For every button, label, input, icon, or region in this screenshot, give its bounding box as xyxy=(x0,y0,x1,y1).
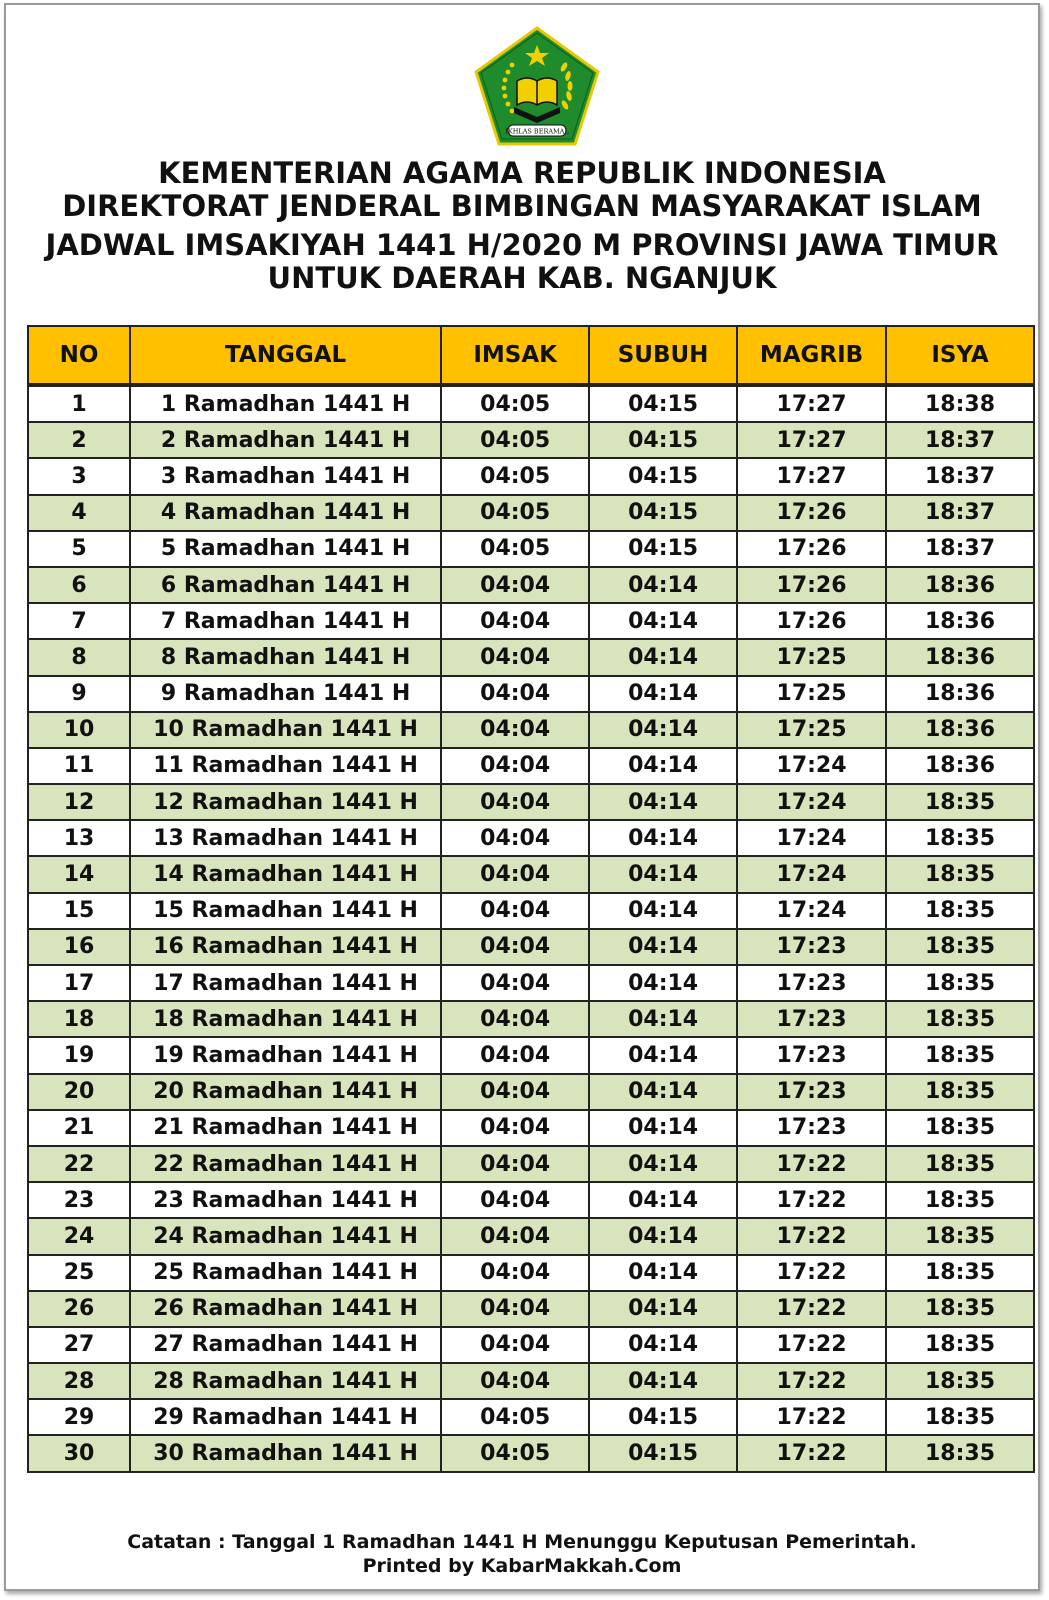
table-cell: 18:35 xyxy=(886,1182,1034,1218)
table-cell: 04:05 xyxy=(441,531,589,567)
table-cell: 29 xyxy=(28,1399,130,1435)
table-cell: 04:15 xyxy=(589,458,737,494)
table-cell: 27 xyxy=(28,1327,130,1363)
table-cell: 04:04 xyxy=(441,1110,589,1146)
table-cell: 04:14 xyxy=(589,1255,737,1291)
table-cell: 18:35 xyxy=(886,1001,1034,1037)
table-cell: 7 Ramadhan 1441 H xyxy=(130,603,441,639)
table-cell: 04:14 xyxy=(589,567,737,603)
table-cell: 04:04 xyxy=(441,965,589,1001)
document-page xyxy=(4,3,1040,1591)
table-cell: 17 Ramadhan 1441 H xyxy=(130,965,441,1001)
table-cell: 04:14 xyxy=(589,1363,737,1399)
table-cell: 04:04 xyxy=(441,676,589,712)
region-title: UNTUK DAERAH KAB. NGANJUK xyxy=(267,261,777,295)
table-cell: 04:14 xyxy=(589,893,737,929)
table-row xyxy=(28,965,1034,1001)
table-cell: 18:36 xyxy=(886,748,1034,784)
document-header xyxy=(6,157,1038,295)
table-cell: 10 xyxy=(28,712,130,748)
table-cell: 04:04 xyxy=(441,893,589,929)
table-cell: 04:14 xyxy=(589,1074,737,1110)
schedule-title: JADWAL IMSAKIYAH 1441 H/2020 M PROVINSI JAWA TIMUR xyxy=(45,228,999,262)
table-cell: 8 xyxy=(28,639,130,675)
table-cell: 17:24 xyxy=(737,893,886,929)
table-cell: 04:04 xyxy=(441,820,589,856)
table-cell: 18:37 xyxy=(886,422,1034,458)
table-cell: 18:35 xyxy=(886,1255,1034,1291)
footer-note: Catatan : Tanggal 1 Ramadhan 1441 H Menunggu Keputusan Pemerintah. xyxy=(127,1531,917,1553)
table-cell: 18:35 xyxy=(886,784,1034,820)
table-row xyxy=(28,1110,1034,1146)
table-cell: 18:37 xyxy=(886,531,1034,567)
table-cell: 18:35 xyxy=(886,1218,1034,1254)
table-row xyxy=(28,1327,1034,1363)
table-row xyxy=(28,676,1034,712)
table-cell: 17 xyxy=(28,965,130,1001)
table-cell: 04:15 xyxy=(589,531,737,567)
table-cell: 3 xyxy=(28,458,130,494)
table-cell: 04:05 xyxy=(441,385,589,422)
table-cell: 04:14 xyxy=(589,929,737,965)
table-row xyxy=(28,784,1034,820)
table-cell: 04:14 xyxy=(589,1110,737,1146)
table-cell: 16 xyxy=(28,929,130,965)
table-row xyxy=(28,712,1034,748)
table-cell: 15 xyxy=(28,893,130,929)
column-header: MAGRIB xyxy=(737,326,886,385)
table-cell: 19 xyxy=(28,1037,130,1073)
table-row xyxy=(28,1074,1034,1110)
table-cell: 3 Ramadhan 1441 H xyxy=(130,458,441,494)
table-cell: 6 xyxy=(28,567,130,603)
table-cell: 24 xyxy=(28,1218,130,1254)
table-cell: 27 Ramadhan 1441 H xyxy=(130,1327,441,1363)
column-header: TANGGAL xyxy=(130,326,441,385)
table-cell: 04:14 xyxy=(589,1291,737,1327)
table-cell: 18 Ramadhan 1441 H xyxy=(130,1001,441,1037)
table-cell: 14 Ramadhan 1441 H xyxy=(130,856,441,892)
table-cell: 18:35 xyxy=(886,1037,1034,1073)
table-cell: 17:23 xyxy=(737,1001,886,1037)
table-cell: 2 xyxy=(28,422,130,458)
table-row xyxy=(28,639,1034,675)
imsakiyah-table xyxy=(27,325,1035,1473)
table-cell: 04:14 xyxy=(589,603,737,639)
kemenag-logo-icon xyxy=(472,25,602,147)
table-cell: 04:14 xyxy=(589,639,737,675)
table-cell: 23 xyxy=(28,1182,130,1218)
table-cell: 04:05 xyxy=(441,1399,589,1435)
table-cell: 04:04 xyxy=(441,1037,589,1073)
table-cell: 20 Ramadhan 1441 H xyxy=(130,1074,441,1110)
table-cell: 18:37 xyxy=(886,458,1034,494)
table-cell: 9 Ramadhan 1441 H xyxy=(130,676,441,712)
table-cell: 20 xyxy=(28,1074,130,1110)
table-cell: 19 Ramadhan 1441 H xyxy=(130,1037,441,1073)
table-cell: 17:24 xyxy=(737,748,886,784)
table-cell: 04:15 xyxy=(589,1399,737,1435)
table-cell: 04:15 xyxy=(589,1435,737,1471)
table-cell: 18:36 xyxy=(886,676,1034,712)
table-cell: 4 xyxy=(28,495,130,531)
table-row xyxy=(28,531,1034,567)
table-cell: 4 Ramadhan 1441 H xyxy=(130,495,441,531)
table-cell: 04:14 xyxy=(589,748,737,784)
table-cell: 18:35 xyxy=(886,1110,1034,1146)
table-cell: 21 Ramadhan 1441 H xyxy=(130,1110,441,1146)
table-cell: 17:26 xyxy=(737,603,886,639)
table-cell: 17:22 xyxy=(737,1363,886,1399)
table-cell: 6 Ramadhan 1441 H xyxy=(130,567,441,603)
table-row xyxy=(28,1399,1034,1435)
table-cell: 11 Ramadhan 1441 H xyxy=(130,748,441,784)
table-body xyxy=(28,385,1034,1472)
table-cell: 1 xyxy=(28,385,130,422)
column-header: SUBUH xyxy=(589,326,737,385)
footer-notes xyxy=(6,1530,1038,1578)
table-cell: 14 xyxy=(28,856,130,892)
table-cell: 18:35 xyxy=(886,1327,1034,1363)
table-cell: 04:04 xyxy=(441,929,589,965)
directorate-title: DIREKTORAT JENDERAL BIMBINGAN MASYARAKAT ISLAM xyxy=(62,189,982,223)
table-cell: 17:25 xyxy=(737,676,886,712)
table-cell: 17:22 xyxy=(737,1218,886,1254)
table-cell: 04:04 xyxy=(441,856,589,892)
table-cell: 04:04 xyxy=(441,603,589,639)
column-header: ISYA xyxy=(886,326,1034,385)
table-cell: 17:22 xyxy=(737,1182,886,1218)
table-cell: 17:23 xyxy=(737,1074,886,1110)
table-cell: 29 Ramadhan 1441 H xyxy=(130,1399,441,1435)
table-cell: 17:25 xyxy=(737,712,886,748)
table-cell: 04:05 xyxy=(441,422,589,458)
table-cell: 15 Ramadhan 1441 H xyxy=(130,893,441,929)
table-row xyxy=(28,1363,1034,1399)
table-cell: 04:14 xyxy=(589,1001,737,1037)
table-cell: 17:23 xyxy=(737,929,886,965)
table-cell: 18:37 xyxy=(886,495,1034,531)
table-row xyxy=(28,1001,1034,1037)
table-cell: 18:36 xyxy=(886,712,1034,748)
table-row xyxy=(28,748,1034,784)
table-cell: 04:04 xyxy=(441,1291,589,1327)
table-cell: 17:26 xyxy=(737,567,886,603)
table-cell: 13 Ramadhan 1441 H xyxy=(130,820,441,856)
table-cell: 18:35 xyxy=(886,1074,1034,1110)
table-cell: 21 xyxy=(28,1110,130,1146)
table-row xyxy=(28,893,1034,929)
table-cell: 18:35 xyxy=(886,965,1034,1001)
table-cell: 04:14 xyxy=(589,676,737,712)
table-cell: 16 Ramadhan 1441 H xyxy=(130,929,441,965)
table-cell: 25 xyxy=(28,1255,130,1291)
table-row xyxy=(28,856,1034,892)
table-cell: 17:27 xyxy=(737,422,886,458)
table-cell: 1 Ramadhan 1441 H xyxy=(130,385,441,422)
table-cell: 17:27 xyxy=(737,385,886,422)
table-cell: 18:36 xyxy=(886,567,1034,603)
table-cell: 17:24 xyxy=(737,784,886,820)
table-cell: 04:14 xyxy=(589,965,737,1001)
table-cell: 17:22 xyxy=(737,1327,886,1363)
table-cell: 18 xyxy=(28,1001,130,1037)
table-row xyxy=(28,458,1034,494)
column-header: IMSAK xyxy=(441,326,589,385)
table-cell: 17:22 xyxy=(737,1399,886,1435)
table-cell: 17:22 xyxy=(737,1146,886,1182)
table-cell: 04:14 xyxy=(589,1037,737,1073)
table-cell: 04:04 xyxy=(441,748,589,784)
table-cell: 28 xyxy=(28,1363,130,1399)
table-cell: 11 xyxy=(28,748,130,784)
table-row xyxy=(28,603,1034,639)
table-cell: 04:04 xyxy=(441,1182,589,1218)
table-cell: 22 Ramadhan 1441 H xyxy=(130,1146,441,1182)
table-cell: 30 Ramadhan 1441 H xyxy=(130,1435,441,1471)
table-row xyxy=(28,1291,1034,1327)
table-cell: 04:04 xyxy=(441,784,589,820)
table-row xyxy=(28,929,1034,965)
table-cell: 17:22 xyxy=(737,1255,886,1291)
table-cell: 17:23 xyxy=(737,965,886,1001)
table-row xyxy=(28,1182,1034,1218)
table-cell: 17:26 xyxy=(737,495,886,531)
table-cell: 17:27 xyxy=(737,458,886,494)
table-cell: 04:14 xyxy=(589,820,737,856)
table-row xyxy=(28,385,1034,422)
table-cell: 04:14 xyxy=(589,712,737,748)
table-cell: 04:04 xyxy=(441,1363,589,1399)
table-cell: 17:24 xyxy=(737,856,886,892)
table-cell: 04:14 xyxy=(589,1327,737,1363)
table-cell: 17:22 xyxy=(737,1291,886,1327)
table-cell: 04:04 xyxy=(441,639,589,675)
table-cell: 18:35 xyxy=(886,1399,1034,1435)
table-cell: 18:35 xyxy=(886,820,1034,856)
table-cell: 04:04 xyxy=(441,567,589,603)
table-cell: 04:04 xyxy=(441,1146,589,1182)
column-header: NO xyxy=(28,326,130,385)
ministry-title: KEMENTERIAN AGAMA REPUBLIK INDONESIA xyxy=(158,156,886,190)
table-row xyxy=(28,495,1034,531)
table-cell: 18:36 xyxy=(886,639,1034,675)
table-cell: 04:15 xyxy=(589,385,737,422)
table-cell: 17:25 xyxy=(737,639,886,675)
table-cell: 04:14 xyxy=(589,784,737,820)
table-cell: 5 xyxy=(28,531,130,567)
table-cell: 17:22 xyxy=(737,1435,886,1471)
table-cell: 13 xyxy=(28,820,130,856)
table-cell: 04:14 xyxy=(589,1182,737,1218)
table-cell: 04:14 xyxy=(589,856,737,892)
table-cell: 7 xyxy=(28,603,130,639)
table-cell: 22 xyxy=(28,1146,130,1182)
table-row xyxy=(28,1037,1034,1073)
table-cell: 18:38 xyxy=(886,385,1034,422)
table-cell: 04:04 xyxy=(441,1074,589,1110)
table-cell: 26 xyxy=(28,1291,130,1327)
table-cell: 30 xyxy=(28,1435,130,1471)
table-cell: 18:35 xyxy=(886,856,1034,892)
table-cell: 12 Ramadhan 1441 H xyxy=(130,784,441,820)
table-row xyxy=(28,1435,1034,1471)
table-cell: 04:14 xyxy=(589,1218,737,1254)
table-cell: 18:35 xyxy=(886,893,1034,929)
table-cell: 18:35 xyxy=(886,1291,1034,1327)
table-cell: 12 xyxy=(28,784,130,820)
table-cell: 26 Ramadhan 1441 H xyxy=(130,1291,441,1327)
table-cell: 2 Ramadhan 1441 H xyxy=(130,422,441,458)
table-header-row xyxy=(28,326,1034,385)
table-row xyxy=(28,1218,1034,1254)
table-cell: 10 Ramadhan 1441 H xyxy=(130,712,441,748)
table-cell: 17:24 xyxy=(737,820,886,856)
table-cell: 04:05 xyxy=(441,495,589,531)
table-cell: 18:35 xyxy=(886,1363,1034,1399)
table-cell: 24 Ramadhan 1441 H xyxy=(130,1218,441,1254)
table-cell: 04:15 xyxy=(589,495,737,531)
table-cell: 04:05 xyxy=(441,1435,589,1471)
table-cell: 25 Ramadhan 1441 H xyxy=(130,1255,441,1291)
table-cell: 18:35 xyxy=(886,1146,1034,1182)
table-cell: 28 Ramadhan 1441 H xyxy=(130,1363,441,1399)
table-cell: 04:04 xyxy=(441,712,589,748)
table-cell: 04:04 xyxy=(441,1327,589,1363)
printed-by: Printed by KabarMakkah.Com xyxy=(362,1555,682,1577)
table-cell: 04:05 xyxy=(441,458,589,494)
table-cell: 04:04 xyxy=(441,1001,589,1037)
table-cell: 04:04 xyxy=(441,1255,589,1291)
table-cell: 18:36 xyxy=(886,603,1034,639)
table-cell: 23 Ramadhan 1441 H xyxy=(130,1182,441,1218)
table-row xyxy=(28,422,1034,458)
table-row xyxy=(28,1146,1034,1182)
table-cell: 5 Ramadhan 1441 H xyxy=(130,531,441,567)
table-cell: 9 xyxy=(28,676,130,712)
table-row xyxy=(28,1255,1034,1291)
table-cell: 17:23 xyxy=(737,1037,886,1073)
table-cell: 8 Ramadhan 1441 H xyxy=(130,639,441,675)
table-cell: 17:26 xyxy=(737,531,886,567)
table-row xyxy=(28,820,1034,856)
svg-text:IKHLAS BERAMAL: IKHLAS BERAMAL xyxy=(505,127,569,136)
table-cell: 18:35 xyxy=(886,1435,1034,1471)
table-cell: 04:15 xyxy=(589,422,737,458)
table-cell: 04:04 xyxy=(441,1218,589,1254)
table-cell: 18:35 xyxy=(886,929,1034,965)
table-cell: 17:23 xyxy=(737,1110,886,1146)
table-row xyxy=(28,567,1034,603)
table-cell: 04:14 xyxy=(589,1146,737,1182)
